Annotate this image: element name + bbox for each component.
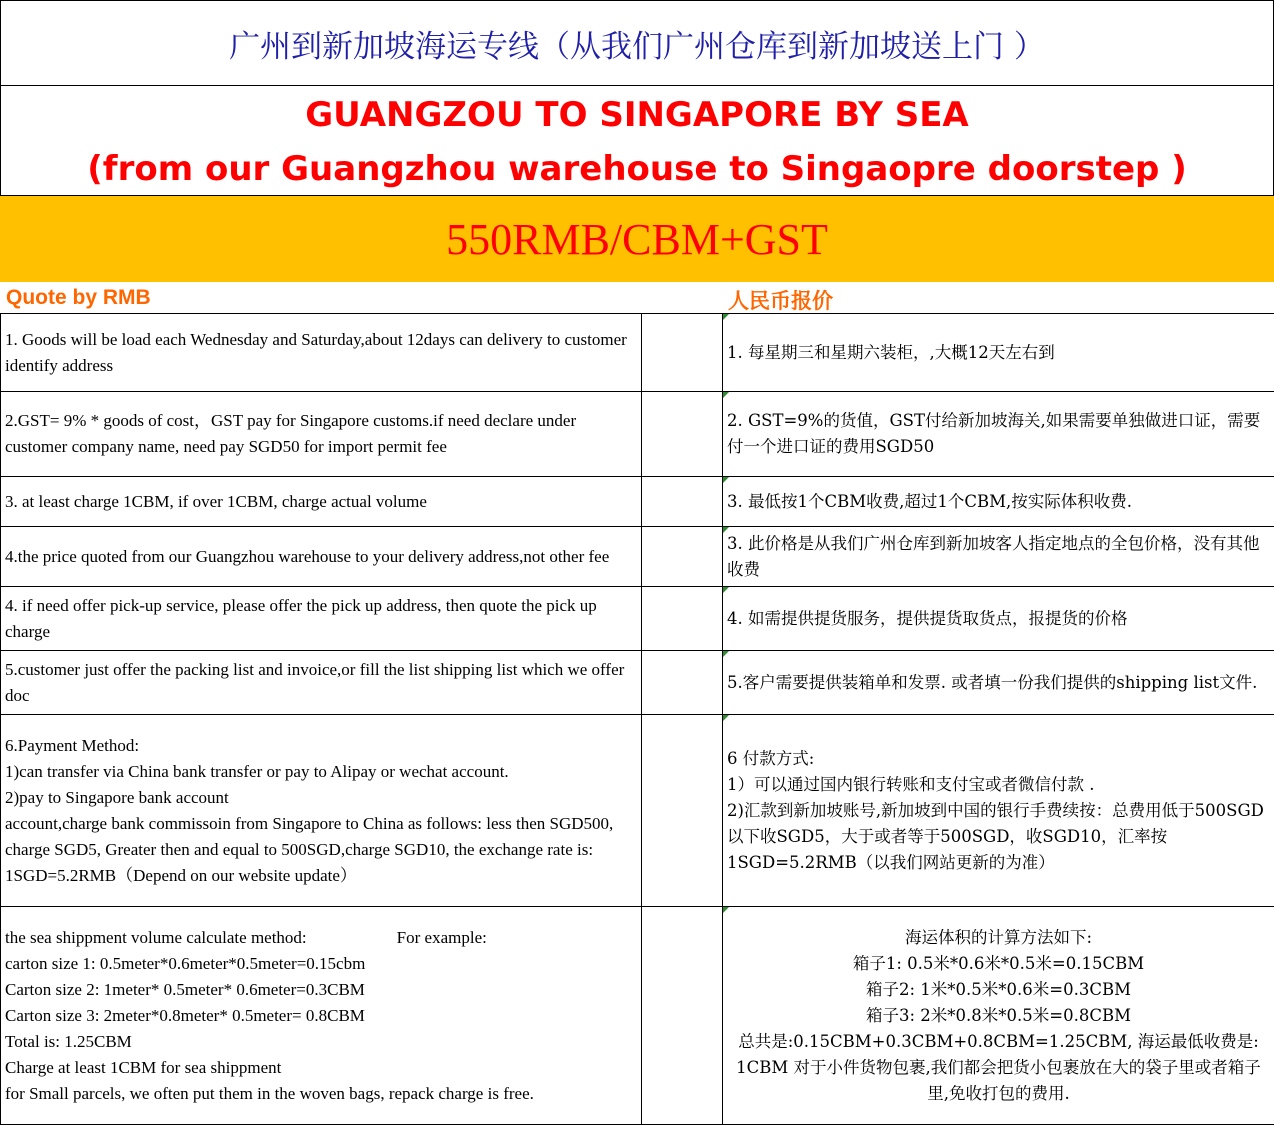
cell-marker-icon <box>723 527 729 533</box>
spacer-cell <box>642 715 723 907</box>
price-text: 550RMB/CBM+GST <box>446 214 828 264</box>
cell-marker-icon <box>723 392 729 398</box>
table-row <box>1 651 1274 715</box>
cell-marker-icon <box>723 477 729 483</box>
term-chinese: 5.客户需要提供装箱单和发票. 或者填一份我们提供的shipping list文件. <box>723 651 1274 715</box>
spacer-cell <box>642 527 723 587</box>
title-english-line1: GUANGZOU TO SINGAPORE BY SEA <box>305 95 969 135</box>
spacer-cell <box>642 907 723 1125</box>
quote-label-english: Quote by RMB <box>6 286 151 309</box>
term-english: 3. at least charge 1CBM, if over 1CBM, charge actual volume <box>1 477 642 527</box>
title-english-line2: (from our Guangzhou warehouse to Singaopre doorstep ) <box>87 149 1187 189</box>
term-chinese: 2. GST=9%的货值，GST付给新加坡海关,如果需要单独做进口证，需要付一个进口证的费用SGD50 <box>723 392 1274 477</box>
volume-example-label: For example: <box>396 927 487 947</box>
spacer-cell <box>642 314 723 392</box>
volume-intro: the sea shippment volume calculate method: <box>5 927 307 947</box>
term-chinese: 4. 如需提供提货服务，提供提货取货点，报提货的价格 <box>723 587 1274 651</box>
spacer-cell <box>642 651 723 715</box>
volume-chinese: 海运体积的计算方法如下: 箱子1: 0.5米*0.6米*0.5米=0.15CBM 箱子2: 1米*0.5米*0.6米=0.3CBM 箱子3: 2米*0.8米*0.5米=0.8CBM 总共是:0.15CBM+0.3CBM+0.8CBM=1.25CBM, 海运最低收费是: 1CBM 对于小件货物包裹,我们都会把货小包裹放在大的袋子里或者箱子里,免收打包的费用. <box>723 907 1274 1125</box>
cell-marker-icon <box>723 587 729 593</box>
term-english: 1. Goods will be load each Wednesday and Saturday,about 12days can delivery to customer identify address <box>1 314 642 392</box>
term-chinese: 3. 此价格是从我们广州仓库到新加坡客人指定地点的全包价格，没有其他收费 <box>723 527 1274 587</box>
title-chinese <box>0 0 1274 86</box>
title-chinese-text: 广州到新加坡海运专线（从我们广州仓库到新加坡送上门 ） <box>229 28 1045 65</box>
price-banner <box>0 196 1274 282</box>
table-row-payment <box>1 715 1274 907</box>
quote-label-row <box>0 282 1274 313</box>
cell-marker-icon <box>723 651 729 657</box>
volume-english: the sea shippment volume calculate method: For example: carton size 1: 0.5meter*0.6meter*0.5meter=0.15cbm Carton size 2: 1meter* 0.5meter* 0.6meter=0.3CBM Carton size 3: 2meter*0.8meter* 0.5meter= 0.8CBM Total is: 1.25CBM Charge at least 1CBM for sea shippment for Small parcels, we often put them in the woven bags, repack charge is free. <box>1 907 642 1125</box>
cell-marker-icon <box>723 314 729 320</box>
table-row <box>1 314 1274 392</box>
terms-table <box>0 313 1274 1125</box>
quote-label-chinese: 人民币报价 <box>728 288 833 313</box>
term-english: 5.customer just offer the packing list and invoice,or fill the list shipping list which we offer doc <box>1 651 642 715</box>
spacer-cell <box>642 392 723 477</box>
spacer-cell <box>642 587 723 651</box>
term-english: 2.GST= 9% * goods of cost，GST pay for Singapore customs.if need declare under customer company name, need pay SGD50 for import permit fee <box>1 392 642 477</box>
table-row <box>1 477 1274 527</box>
cell-marker-icon <box>723 715 729 721</box>
table-row-volume <box>1 907 1274 1125</box>
spacer-cell <box>642 477 723 527</box>
title-english <box>0 86 1274 196</box>
table-row <box>1 587 1274 651</box>
cell-marker-icon <box>723 907 729 913</box>
payment-english: 6.Payment Method: 1)can transfer via China bank transfer or pay to Alipay or wechat account. 2)pay to Singapore bank account account,charge bank commissoin from Singapore to China as follows: less then SGD500, charge SGD5, Greater then and equal to 500SGD,charge SGD10, the exchange rate is: 1SGD=5.2RMB（Depend on our website update） <box>1 715 642 907</box>
table-row <box>1 392 1274 477</box>
payment-chinese: 6 付款方式: 1）可以通过国内银行转账和支付宝或者微信付款 . 2)汇款到新加坡账号,新加坡到中国的银行手费续按：总费用低于500SGD以下收SGD5，大于或者等于500SGD，收SGD10，汇率按1SGD=5.2RMB（以我们网站更新的为准） <box>723 715 1274 907</box>
term-chinese: 1. 每星期三和星期六装柜，,大概12天左右到 <box>723 314 1274 392</box>
term-english: 4.the price quoted from our Guangzhou warehouse to your delivery address,not other fee <box>1 527 642 587</box>
term-english: 4. if need offer pick-up service, please offer the pick up address, then quote the pick up charge <box>1 587 642 651</box>
table-row <box>1 527 1274 587</box>
term-chinese: 3. 最低按1个CBM收费,超过1个CBM,按实际体积收费. <box>723 477 1274 527</box>
